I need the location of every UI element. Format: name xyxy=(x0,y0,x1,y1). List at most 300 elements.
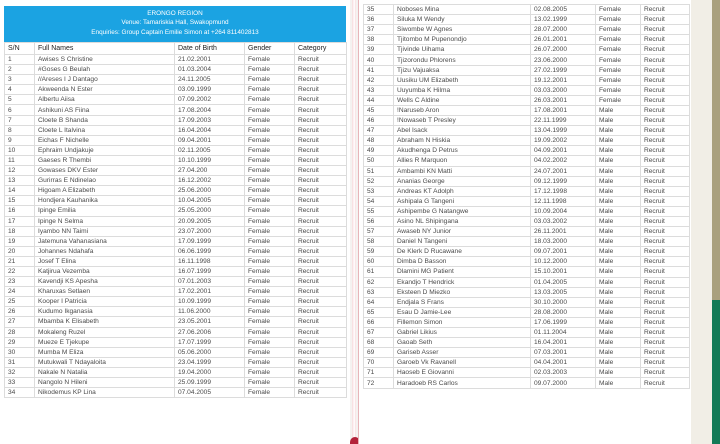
cell-gender: Male xyxy=(596,257,641,267)
cell-dob: 01.04.2005 xyxy=(531,277,596,287)
cell-gender: Male xyxy=(596,146,641,156)
table-row xyxy=(5,266,347,276)
cell-sn: 52 xyxy=(364,176,394,186)
cell-dob: 05.06.2000 xyxy=(175,347,245,357)
cell-category: Recruit xyxy=(295,206,347,216)
cell-dob: 17.06.1999 xyxy=(531,317,596,327)
cell-full-name: Siwombe W Agnes xyxy=(394,25,531,35)
table-row xyxy=(5,65,347,75)
cell-sn: 61 xyxy=(364,267,394,277)
cell-dob: 17.08.2004 xyxy=(175,105,245,115)
cell-gender: Female xyxy=(245,85,295,95)
cell-dob: 09.12.1999 xyxy=(531,176,596,186)
cell-dob: 18.03.2000 xyxy=(531,237,596,247)
cell-gender: Female xyxy=(245,105,295,115)
cell-full-name: Ashikuni AS Fiina xyxy=(35,105,175,115)
cell-category: Recruit xyxy=(295,216,347,226)
cell-dob: 06.06.1999 xyxy=(175,246,245,256)
cell-dob: 28.07.2000 xyxy=(531,25,596,35)
table-row xyxy=(364,176,690,186)
cell-gender: Female xyxy=(245,125,295,135)
background-edge-green xyxy=(712,300,720,444)
cell-gender: Male xyxy=(596,166,641,176)
cell-dob: 03.03.2000 xyxy=(531,85,596,95)
cell-dob: 09.04.2001 xyxy=(175,135,245,145)
cell-gender: Male xyxy=(596,277,641,287)
cell-gender: Female xyxy=(596,85,641,95)
cell-category: Recruit xyxy=(295,115,347,125)
cell-sn: 63 xyxy=(364,287,394,297)
cell-full-name: Endjala S Frans xyxy=(394,297,531,307)
cell-sn: 31 xyxy=(5,357,35,367)
table-row xyxy=(364,85,690,95)
table-row xyxy=(364,116,690,126)
cell-full-name: Tjitombo M Pupenondjo xyxy=(394,35,531,45)
cell-category: Recruit xyxy=(295,236,347,246)
cell-full-name: Awises S Christine xyxy=(35,55,175,65)
cell-category: Recruit xyxy=(641,227,690,237)
cell-full-name: Awaseb NY Junior xyxy=(394,227,531,237)
cell-dob: 17.02.2001 xyxy=(175,287,245,297)
cell-gender: Female xyxy=(245,95,295,105)
table-row xyxy=(364,136,690,146)
cell-full-name: Eksteen D Miezko xyxy=(394,287,531,297)
cell-full-name: Kooper I Patricia xyxy=(35,297,175,307)
cell-gender: Female xyxy=(245,327,295,337)
cell-dob: 27.02.1999 xyxy=(531,65,596,75)
cell-gender: Female xyxy=(245,337,295,347)
cell-gender: Female xyxy=(245,307,295,317)
cell-category: Recruit xyxy=(295,85,347,95)
table-row xyxy=(364,338,690,348)
table-row xyxy=(5,388,347,398)
cell-category: Recruit xyxy=(295,55,347,65)
cell-dob: 07.01.2003 xyxy=(175,277,245,287)
cell-sn: 18 xyxy=(5,226,35,236)
cell-dob: 27.04.200 xyxy=(175,166,245,176)
cell-full-name: Dlamini MG Patient xyxy=(394,267,531,277)
table-body-right xyxy=(364,5,690,389)
cell-full-name: Ashipala G Tangeni xyxy=(394,196,531,206)
table-row xyxy=(5,55,347,65)
cell-category: Recruit xyxy=(641,196,690,206)
cell-category: Recruit xyxy=(641,95,690,105)
table-row xyxy=(5,317,347,327)
cell-gender: Male xyxy=(596,136,641,146)
cell-full-name: Mueze E Tjekupe xyxy=(35,337,175,347)
cell-category: Recruit xyxy=(295,307,347,317)
table-row xyxy=(5,297,347,307)
cell-gender: Female xyxy=(596,65,641,75)
cell-category: Recruit xyxy=(641,85,690,95)
cell-sn: 2 xyxy=(5,65,35,75)
cell-sn: 27 xyxy=(5,317,35,327)
cell-category: Recruit xyxy=(295,186,347,196)
region-banner xyxy=(4,6,346,42)
cell-category: Recruit xyxy=(641,176,690,186)
cell-sn: 51 xyxy=(364,166,394,176)
cell-category: Recruit xyxy=(295,327,347,337)
cell-sn: 67 xyxy=(364,328,394,338)
cell-sn: 8 xyxy=(5,125,35,135)
cell-full-name: Hondjera Kauhanika xyxy=(35,196,175,206)
cell-sn: 47 xyxy=(364,126,394,136)
cell-sn: 11 xyxy=(5,155,35,165)
cell-category: Recruit xyxy=(295,65,347,75)
cell-dob: 17.08.2001 xyxy=(531,105,596,115)
cell-gender: Female xyxy=(245,206,295,216)
cell-gender: Male xyxy=(596,176,641,186)
cell-full-name: Mbamba K Elisabeth xyxy=(35,317,175,327)
cell-dob: 17.07.1999 xyxy=(175,337,245,347)
cell-sn: 70 xyxy=(364,358,394,368)
cell-full-name: Higoam A Elizabeth xyxy=(35,186,175,196)
enquiries-text: Enquiries: Group Captain Emilie Simon at +264 811402813 xyxy=(91,28,259,36)
cell-full-name: Uusiku UM Elizabeth xyxy=(394,75,531,85)
table-row xyxy=(5,347,347,357)
table-row xyxy=(364,196,690,206)
cell-category: Recruit xyxy=(295,246,347,256)
cell-gender: Female xyxy=(245,115,295,125)
recruit-table-right xyxy=(363,4,690,389)
cell-sn: 15 xyxy=(5,196,35,206)
cell-category: Recruit xyxy=(295,388,347,398)
table-row xyxy=(364,5,690,15)
cell-gender: Female xyxy=(245,367,295,377)
cell-category: Recruit xyxy=(295,367,347,377)
table-row xyxy=(5,115,347,125)
cell-full-name: Mumba M Eliza xyxy=(35,347,175,357)
cell-full-name: Daniel N Tangeni xyxy=(394,237,531,247)
cell-dob: 04.04.2001 xyxy=(531,358,596,368)
cell-full-name: Akudhenga D Petrus xyxy=(394,146,531,156)
cell-category: Recruit xyxy=(295,166,347,176)
cell-category: Recruit xyxy=(295,125,347,135)
table-row xyxy=(364,317,690,327)
cell-full-name: Noboses Mina xyxy=(394,5,531,15)
cell-dob: 13.02.1999 xyxy=(531,15,596,25)
cell-sn: 45 xyxy=(364,105,394,115)
cell-dob: 02.03.2003 xyxy=(531,368,596,378)
cell-sn: 14 xyxy=(5,186,35,196)
cell-gender: Male xyxy=(596,338,641,348)
table-row xyxy=(364,55,690,65)
cell-sn: 69 xyxy=(364,348,394,358)
cell-category: Recruit xyxy=(641,267,690,277)
cell-dob: 24.11.2005 xyxy=(175,75,245,85)
table-row xyxy=(364,75,690,85)
cell-category: Recruit xyxy=(295,176,347,186)
table-row xyxy=(5,367,347,377)
cell-sn: 34 xyxy=(5,388,35,398)
cell-category: Recruit xyxy=(641,317,690,327)
table-row xyxy=(5,196,347,206)
cell-full-name: Akweenda N Ester xyxy=(35,85,175,95)
cell-sn: 37 xyxy=(364,25,394,35)
region-title: ERONGO REGION xyxy=(147,10,203,17)
col-full-names: Full Names xyxy=(35,43,175,55)
cell-full-name: Iyambo NN Taimi xyxy=(35,226,175,236)
cell-full-name: Tjivinde Uihama xyxy=(394,45,531,55)
cell-sn: 35 xyxy=(364,5,394,15)
cell-gender: Female xyxy=(245,75,295,85)
cell-sn: 50 xyxy=(364,156,394,166)
cell-full-name: Nikodemus KP Lina xyxy=(35,388,175,398)
table-row xyxy=(5,307,347,317)
cell-sn: 30 xyxy=(5,347,35,357)
cell-gender: Male xyxy=(596,186,641,196)
cell-category: Recruit xyxy=(641,105,690,115)
cell-dob: 20.09.2005 xyxy=(175,216,245,226)
cell-full-name: Asino NL Shipingana xyxy=(394,216,531,226)
cell-full-name: Eichas F Nichelle xyxy=(35,135,175,145)
cell-dob: 26.01.2001 xyxy=(531,35,596,45)
cell-dob: 07.03.2001 xyxy=(531,348,596,358)
cell-dob: 26.11.2001 xyxy=(531,227,596,237)
cell-gender: Female xyxy=(245,176,295,186)
cell-dob: 10.10.1999 xyxy=(175,155,245,165)
cell-gender: Female xyxy=(245,186,295,196)
cell-dob: 17.12.1998 xyxy=(531,186,596,196)
cell-category: Recruit xyxy=(295,226,347,236)
table-row xyxy=(5,166,347,176)
cell-dob: 17.09.2003 xyxy=(175,115,245,125)
cell-full-name: Ashipembe G Natangwe xyxy=(394,206,531,216)
cell-category: Recruit xyxy=(641,206,690,216)
cell-dob: 07.04.2005 xyxy=(175,388,245,398)
cell-category: Recruit xyxy=(295,287,347,297)
col-gender: Gender xyxy=(245,43,295,55)
cell-sn: 16 xyxy=(5,206,35,216)
table-row xyxy=(5,85,347,95)
cell-dob: 16.11.1998 xyxy=(175,256,245,266)
cell-sn: 21 xyxy=(5,256,35,266)
cell-dob: 10.09.1999 xyxy=(175,297,245,307)
cell-dob: 24.07.2001 xyxy=(531,166,596,176)
cell-dob: 25.06.2000 xyxy=(175,186,245,196)
cell-full-name: Allies R Marquon xyxy=(394,156,531,166)
cell-gender: Female xyxy=(245,65,295,75)
cell-category: Recruit xyxy=(641,126,690,136)
cell-dob: 04.09.2001 xyxy=(531,146,596,156)
cell-category: Recruit xyxy=(641,247,690,257)
cell-gender: Male xyxy=(596,297,641,307)
cell-gender: Female xyxy=(596,55,641,65)
table-row xyxy=(364,105,690,115)
cell-full-name: Gaoab Seth xyxy=(394,338,531,348)
table-row xyxy=(364,378,690,388)
cell-sn: 33 xyxy=(5,378,35,388)
table-row xyxy=(5,95,347,105)
cell-category: Recruit xyxy=(641,156,690,166)
cell-dob: 26.03.2001 xyxy=(531,95,596,105)
cell-dob: 03.03.2002 xyxy=(531,216,596,226)
cell-sn: 12 xyxy=(5,166,35,176)
table-row xyxy=(364,186,690,196)
recruit-table-left xyxy=(4,42,347,398)
cell-gender: Male xyxy=(596,378,641,388)
cell-gender: Female xyxy=(245,155,295,165)
table-row xyxy=(5,216,347,226)
cell-sn: 60 xyxy=(364,257,394,267)
cell-category: Recruit xyxy=(641,116,690,126)
cell-dob: 22.11.1999 xyxy=(531,116,596,126)
cell-dob: 10.09.2004 xyxy=(531,206,596,216)
cell-sn: 39 xyxy=(364,45,394,55)
cell-sn: 48 xyxy=(364,136,394,146)
cell-sn: 1 xyxy=(5,55,35,65)
cell-gender: Female xyxy=(596,15,641,25)
cell-category: Recruit xyxy=(295,357,347,367)
cell-dob: 01.11.2004 xyxy=(531,328,596,338)
cell-full-name: Nakale N Natalia xyxy=(35,367,175,377)
cell-gender: Female xyxy=(596,95,641,105)
cell-dob: 23.06.2000 xyxy=(531,55,596,65)
cell-category: Recruit xyxy=(641,186,690,196)
cell-sn: 59 xyxy=(364,247,394,257)
cell-dob: 03.09.1999 xyxy=(175,85,245,95)
cell-sn: 55 xyxy=(364,206,394,216)
cell-full-name: Haoseb E Giovanni xyxy=(394,368,531,378)
cell-full-name: Cloete B Shanda xyxy=(35,115,175,125)
cell-full-name: De Klerk D Rucawane xyxy=(394,247,531,257)
background-surface xyxy=(690,0,712,444)
cell-gender: Female xyxy=(596,75,641,85)
cell-category: Recruit xyxy=(295,347,347,357)
cell-dob: 01.03.2004 xyxy=(175,65,245,75)
cell-dob: 09.07.2000 xyxy=(531,378,596,388)
cell-sn: 57 xyxy=(364,227,394,237)
cell-gender: Female xyxy=(245,246,295,256)
cell-sn: 22 xyxy=(5,266,35,276)
col-dob: Date of Birth xyxy=(175,43,245,55)
cell-category: Recruit xyxy=(641,45,690,55)
cell-sn: 41 xyxy=(364,65,394,75)
cell-full-name: #Goses G Beulah xyxy=(35,65,175,75)
cell-gender: Female xyxy=(596,25,641,35)
cell-dob: 19.12.2001 xyxy=(531,75,596,85)
cell-sn: 46 xyxy=(364,116,394,126)
cell-sn: 40 xyxy=(364,55,394,65)
cell-category: Recruit xyxy=(295,256,347,266)
page-spine xyxy=(352,0,356,444)
cell-sn: 58 xyxy=(364,237,394,247)
cell-category: Recruit xyxy=(641,35,690,45)
cell-sn: 17 xyxy=(5,216,35,226)
cell-full-name: //Areses I J Dantago xyxy=(35,75,175,85)
cell-full-name: Tjizorondu Phlorens xyxy=(394,55,531,65)
cell-full-name: Fillemon Simon xyxy=(394,317,531,327)
cell-dob: 23.04.1999 xyxy=(175,357,245,367)
cell-sn: 66 xyxy=(364,317,394,327)
cell-category: Recruit xyxy=(295,277,347,287)
cell-sn: 68 xyxy=(364,338,394,348)
cell-full-name: Ephraim Undjakuje xyxy=(35,145,175,155)
cell-category: Recruit xyxy=(641,287,690,297)
cell-sn: 53 xyxy=(364,186,394,196)
cell-sn: 28 xyxy=(5,327,35,337)
table-header-row xyxy=(5,43,347,55)
table-row xyxy=(364,156,690,166)
cell-category: Recruit xyxy=(641,136,690,146)
cell-category: Recruit xyxy=(641,358,690,368)
table-body-left xyxy=(5,55,347,398)
cell-category: Recruit xyxy=(641,15,690,25)
cell-full-name: Ambambi KN Matti xyxy=(394,166,531,176)
cell-gender: Male xyxy=(596,156,641,166)
table-row xyxy=(5,75,347,85)
cell-full-name: Abraham N Hiskia xyxy=(394,136,531,146)
cell-gender: Female xyxy=(596,5,641,15)
cell-sn: 38 xyxy=(364,35,394,45)
cell-category: Recruit xyxy=(641,307,690,317)
venue-text: Venue: Tamariskia Hall, Swakopmund xyxy=(121,19,229,27)
cell-full-name: Tjizu Vajuaksa xyxy=(394,65,531,75)
right-page xyxy=(358,0,691,444)
cell-full-name: Dimba D Basson xyxy=(394,257,531,267)
cell-gender: Female xyxy=(596,35,641,45)
cell-dob: 23.07.2000 xyxy=(175,226,245,236)
cell-category: Recruit xyxy=(641,338,690,348)
cell-full-name: Johannes Ndahafa xyxy=(35,246,175,256)
cell-dob: 26.07.2000 xyxy=(531,45,596,55)
table-row xyxy=(364,15,690,25)
table-row xyxy=(364,277,690,287)
cell-gender: Male xyxy=(596,328,641,338)
cell-dob: 23.05.2001 xyxy=(175,317,245,327)
cell-gender: Male xyxy=(596,206,641,216)
table-row xyxy=(364,358,690,368)
cell-sn: 23 xyxy=(5,277,35,287)
cell-sn: 6 xyxy=(5,105,35,115)
cell-gender: Female xyxy=(245,378,295,388)
cell-category: Recruit xyxy=(641,297,690,307)
cell-category: Recruit xyxy=(295,297,347,307)
left-page xyxy=(0,0,350,444)
cell-dob: 07.09.2002 xyxy=(175,95,245,105)
cell-sn: 24 xyxy=(5,287,35,297)
cell-sn: 9 xyxy=(5,135,35,145)
table-row xyxy=(5,236,347,246)
cell-category: Recruit xyxy=(295,317,347,327)
cell-category: Recruit xyxy=(641,5,690,15)
cell-sn: 72 xyxy=(364,378,394,388)
table-row xyxy=(364,216,690,226)
cell-full-name: Ekandjo T Hendrick xyxy=(394,277,531,287)
cell-full-name: Gurirras E Ndinelao xyxy=(35,176,175,186)
cell-sn: 19 xyxy=(5,236,35,246)
cell-category: Recruit xyxy=(295,266,347,276)
cell-category: Recruit xyxy=(641,166,690,176)
cell-sn: 5 xyxy=(5,95,35,105)
cell-full-name: Haradoeb RS Carlos xyxy=(394,378,531,388)
cell-dob: 28.08.2000 xyxy=(531,307,596,317)
cell-gender: Male xyxy=(596,196,641,206)
table-row xyxy=(364,65,690,75)
cell-sn: 49 xyxy=(364,146,394,156)
table-row xyxy=(364,146,690,156)
table-row xyxy=(5,206,347,216)
cell-dob: 15.10.2001 xyxy=(531,267,596,277)
table-row xyxy=(364,126,690,136)
cell-gender: Female xyxy=(245,166,295,176)
cell-full-name: Abel Isack xyxy=(394,126,531,136)
cell-full-name: !Nowaseb T Presley xyxy=(394,116,531,126)
cell-dob: 04.02.2002 xyxy=(531,156,596,166)
cell-full-name: Wells C Aldine xyxy=(394,95,531,105)
col-sn: S/N xyxy=(5,43,35,55)
table-row xyxy=(364,35,690,45)
